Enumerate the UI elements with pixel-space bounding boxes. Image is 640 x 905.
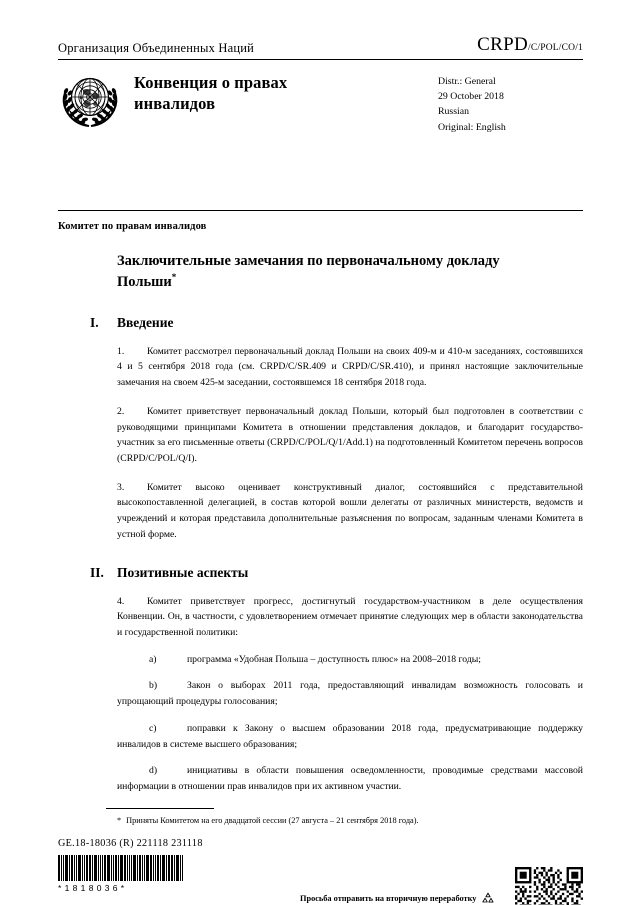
list-item-letter: d) — [149, 765, 158, 777]
section-numeral-2: II. — [90, 564, 104, 580]
section-heading-2 — [90, 565, 583, 581]
page-footer — [58, 808, 583, 905]
paragraph-number: 4. — [117, 595, 125, 607]
paragraph — [117, 344, 583, 391]
list-item — [117, 678, 583, 709]
paragraph — [117, 404, 583, 467]
list-item-text: программа «Удобная Польша – доступность плюс» на 2008–2018 годы; — [187, 653, 481, 665]
document-content — [58, 210, 583, 795]
footnote — [117, 815, 583, 827]
recycle-notice — [300, 891, 496, 905]
document-symbol-suffix: /C/POL/CO/1 — [528, 43, 583, 53]
paragraph-number: 1. — [117, 345, 125, 357]
organization-name: Организация Объединенных Наций — [58, 41, 255, 55]
footnote-marker: * — [117, 816, 122, 825]
list-item-letter: b) — [149, 680, 158, 692]
page-title — [117, 252, 517, 293]
committee-name: Комитет по правам инвалидов — [58, 221, 207, 232]
list-item-letter: c) — [149, 722, 157, 734]
page-title-text: Заключительные замечания по первоначальному докладу Польши — [117, 253, 500, 291]
footnote-text: Приняты Комитетом на его двадцатой сессии (27 августа – 21 сентября 2018 года). — [126, 816, 419, 825]
list-item-text: поправки к Закону о высшем образовании 2018 года, предусматривающие поддержку инвалидов в системе высшего образования; — [117, 722, 583, 750]
list-item — [117, 721, 583, 752]
list-item-text: инициативы в области повышения осведомленности, проводимые средствами массовой информации в отношении прав инвалидов при их активном участии. — [117, 765, 583, 793]
section-numeral-1: I. — [90, 314, 99, 330]
masthead-rule-thick — [58, 59, 583, 60]
footnote-separator — [106, 808, 214, 809]
paragraph-text: Комитет высоко оценивает конструктивный диалог, состоявшийся с представительной высокопоставленной делегацией, в состав которой вошли делегаты от различных министерств, ведомств и учреждений и которая представила дополнительные разъяснения по вопросам, заданным членами Комитета в устной форме. — [117, 481, 583, 540]
ge-document-code: GE.18-18036 (R) 221118 231118 — [58, 837, 203, 849]
barcode — [58, 855, 184, 893]
masthead — [58, 34, 583, 164]
paragraph-text: Комитет рассмотрел первоначальный доклад Польши на своих 409-м и 410-м заседаниях, состоявшихся 4 и 5 сентября 2018 года (см. CRPD/C/SR.409 и CRPD/C/SR.410), и принял настоящие заключительные замечания на своем 425-м заседании, состоявшемся 18 сентября 2018 года. — [117, 345, 583, 389]
document-symbol — [477, 34, 583, 56]
convention-title-cell — [128, 69, 438, 114]
document-symbol-main: CRPD — [477, 34, 528, 55]
distribution-type: Distr.: General — [438, 76, 496, 87]
paragraph-number: 3. — [117, 481, 125, 493]
un-emblem-cell — [58, 69, 128, 138]
distribution-date: 29 October 2018 — [438, 91, 504, 103]
list-item — [117, 652, 583, 668]
recycling-symbol — [480, 891, 496, 905]
barcode-bars — [58, 855, 184, 881]
list-item — [117, 763, 583, 794]
convention-title: Конвенция о правах инвалидов — [134, 73, 288, 114]
section-title-2: Позитивные аспекты — [117, 564, 249, 580]
barcode-number: *1818036* — [58, 882, 128, 893]
footer-bottom-row — [58, 855, 583, 905]
recycle-text: Просьба отправить на вторичную переработку — [300, 894, 477, 904]
paragraph-text: Комитет приветствует прогресс, достигнутый государством-участником в деле осуществления Конвенции. Он, в частности, с удовлетворением отмечает принятие следующих мер в области законодательства и государственной политики: — [117, 595, 583, 639]
list-item-text: Закон о выборах 2011 года, предоставляющий инвалидам возможность голосовать и упрощающий процедуры голосования; — [117, 680, 583, 708]
distribution-original: Original: English — [438, 121, 506, 133]
distribution-block — [438, 69, 583, 135]
content-top-rule — [58, 210, 583, 211]
masthead-top-row — [58, 34, 583, 59]
title-footnote-marker: * — [171, 272, 177, 283]
qr-code — [515, 867, 583, 905]
section-heading-1 — [90, 315, 583, 331]
section-title-1: Введение — [117, 314, 174, 330]
masthead-body-row — [58, 69, 583, 164]
un-emblem — [58, 71, 122, 133]
distribution-language: Russian — [438, 106, 470, 118]
paragraph — [117, 480, 583, 543]
paragraph-text: Комитет приветствует первоначальный доклад Польши, который был подготовлен в соответствии с руководящими принципами Комитета в отношении представления докладов, и благодарит государство-участник за его письменные ответы (CRPD/C/POL/Q/1/Add.1) на подготовленный Комитетом перечень вопросов (CRPD/C/POL/Q/I). — [117, 405, 583, 464]
paragraph-number: 2. — [117, 405, 125, 417]
list-item-letter: a) — [149, 653, 157, 665]
paragraph — [117, 594, 583, 641]
